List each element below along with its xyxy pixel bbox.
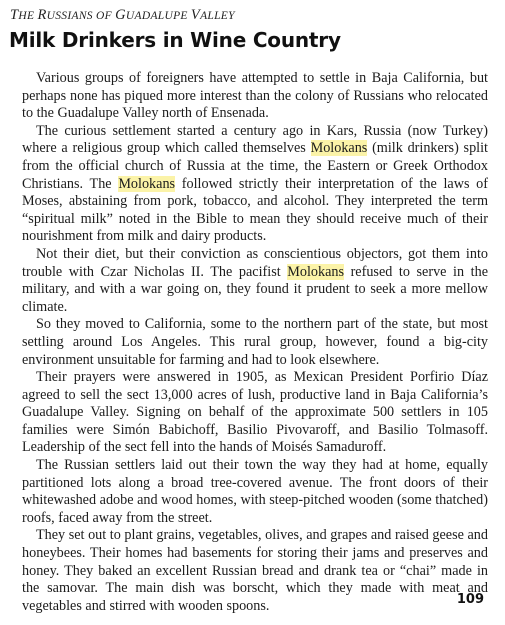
highlighted-term: Molokans [310, 140, 368, 157]
paragraph [22, 123, 488, 246]
text-run: So they moved to California, some to the northern part of the state, but most settling around Los Angeles. This rural group, however, found a big-city environment unsuitable for farming and had to look elsewhere. [22, 316, 488, 368]
text-run: (milk drinkers) split from the official church of Russia at the time, the Eastern or Greek Orthodox Christians. The [22, 140, 488, 192]
text-run: followed strictly their interpretation of the laws of Moses, abstaining from pork, tobacco, and alcohol. They interpreted the term “spiritual milk” noted in the Bible to mean they should receive much of their nourishment from milk and dairy products. [22, 175, 488, 245]
kicker-smallcaps: ALLEY [200, 10, 235, 22]
kicker-letter: V [190, 7, 201, 23]
paragraph [22, 369, 488, 457]
text-run: Not their diet, but their conviction as conscientious objectors, got them into trouble with Czar Nicholas II. The pacifist [22, 245, 488, 280]
text-run: The Russian settlers laid out their town the way they had at home, equally partitioned lots along a broad tree-covered avenue. The front doors of their whitewashed adobe and wood homes, with steep-pitched wooden (some thatched) roofs, faced away from the street. [22, 457, 488, 526]
kicker-smallcaps: UADALUPE [125, 10, 191, 22]
text-run: They set out to plant grains, vegetables, olives, and grapes and raised geese and honeybees. Their homes had basements for storing their jams and preserves and honey. They baked an excellent Russian bread and drank tea or “chai” made in the samovar. The main dish was borscht, which they made with meat and vegetables and stirred with wooden spoons. [22, 527, 488, 614]
paragraph [22, 527, 488, 615]
kicker-smallcaps: HE [18, 10, 38, 22]
section-kicker [10, 7, 235, 24]
text-run: Their prayers were answered in 1905, as Mexican President Porfirio Díaz agreed to sell the sect 13,000 acres of lush, productive land in Baja California’s Guadalupe Valley. Signing on behalf of the approximate 500 settlers in 105 families were Simón Babichoff, Basilio Pivovaroff, and Basilio Tolmasoff. Leadership of the sect fell into the hands of Moisés Samaduroff. [22, 369, 488, 456]
text-run: Various groups of foreigners have attempted to settle in Baja California, but perhaps none has piqued more interest than the colony of Russians who relocated to the Guadalupe Valley north of Ensenada. [22, 70, 488, 122]
text-run: refused to serve in the military, and with a war going on, they found it prudent to seek a more mellow climate. [22, 263, 488, 315]
kicker-letter: T [10, 7, 19, 23]
article-body [22, 70, 488, 615]
highlighted-term: Molokans [287, 263, 344, 280]
paragraph [22, 316, 488, 369]
paragraph [22, 457, 488, 527]
page-number: 109 [456, 592, 484, 607]
kicker-letter: G [115, 7, 126, 23]
kicker-smallcaps: USSIANS OF [46, 10, 116, 22]
highlighted-term: Molokans [118, 175, 176, 192]
kicker-letter: R [37, 7, 47, 23]
article-title: Milk Drinkers in Wine Country [9, 28, 341, 52]
paragraph [22, 246, 488, 316]
paragraph [22, 70, 488, 123]
text-run: The curious settlement started a century ago in Kars, Russia (now Turkey) where a religious group which called themselves [22, 122, 488, 157]
